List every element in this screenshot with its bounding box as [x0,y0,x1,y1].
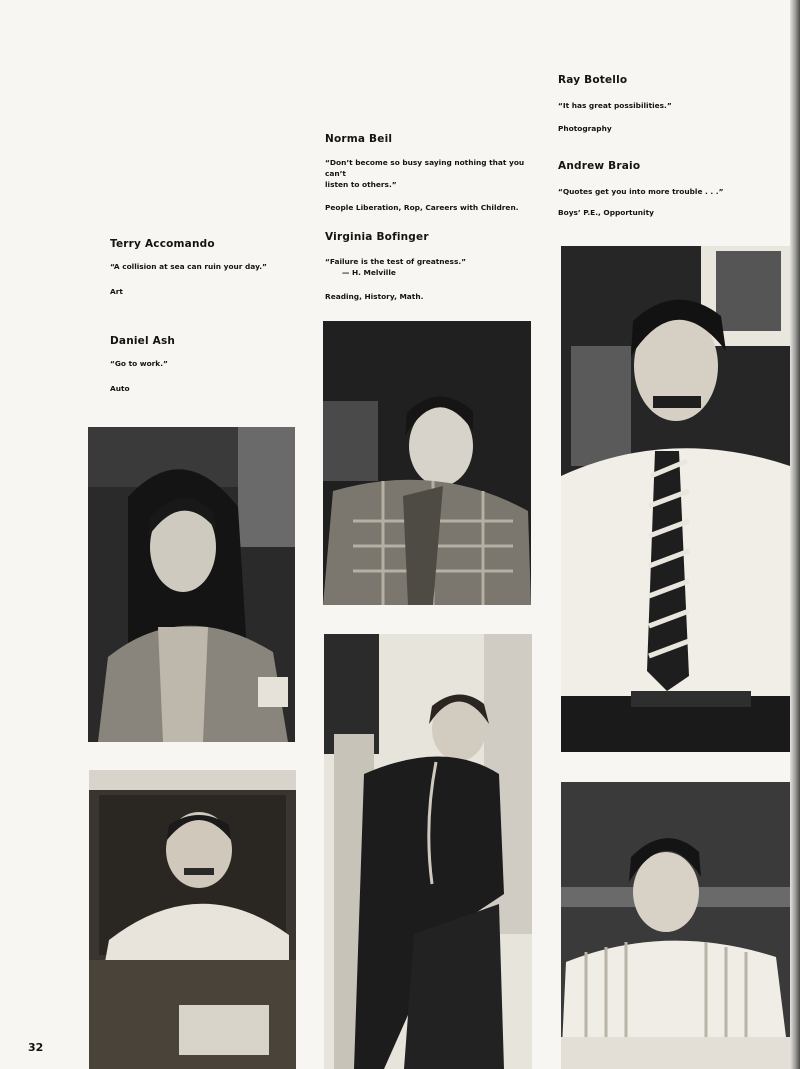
teacher-name: Terry Accomando [110,238,215,250]
portrait-illustration [324,634,532,1069]
teacher-name: Ray Botello [558,74,628,86]
page-edge-shadow [790,0,800,1069]
teacher-quote: “Quotes get you into more trouble . . .” [558,187,724,196]
teacher-quote: “A collision at sea can ruin your day.” [110,262,267,271]
entry-norma-beil [325,133,545,213]
quote-line-1: “Don’t become so busy saying nothing that you can’t [325,158,525,178]
quote-line-2: listen to others.” [325,180,397,189]
quote-attribution: — H. Melville [342,268,396,277]
teacher-name: Andrew Braio [558,160,641,172]
entry-andrew-braio [558,160,788,218]
teacher-name: Daniel Ash [110,335,176,347]
teacher-activities: Photography [558,124,612,133]
teacher-quote: “Failure is the test of greatness.” [325,257,467,266]
entry-virginia-bofinger [325,231,555,302]
entry-daniel-ash [110,335,340,394]
teacher-quote: “It has great possibilities.” [558,101,672,110]
teacher-activities: Reading, History, Math. [325,292,424,301]
entry-terry-accomando [110,238,340,297]
photo-ray-botello [561,246,790,752]
portrait-illustration [323,321,531,605]
photo-norma-beil [323,321,531,605]
photo-terry-accomando [88,427,295,742]
teacher-activities: Art [110,287,123,296]
teacher-activities: People Liberation, Rop, Careers with Children. [325,203,519,212]
page-number: 32 [28,1041,44,1054]
entry-ray-botello [558,74,788,134]
photo-andrew-braio [561,782,790,1069]
portrait-illustration [88,427,295,742]
portrait-illustration [561,782,790,1069]
teacher-activities: Boys’ P.E., Opportunity [558,208,654,217]
photo-virginia-bofinger [324,634,532,1069]
teacher-name: Norma Beil [325,133,393,145]
portrait-illustration [561,246,790,752]
teacher-quote [325,157,545,190]
teacher-name: Virginia Bofinger [325,231,429,243]
teacher-quote: “Go to work.” [110,359,168,368]
portrait-illustration [89,770,296,1069]
teacher-activities: Auto [110,384,130,393]
photo-daniel-ash [89,770,296,1069]
